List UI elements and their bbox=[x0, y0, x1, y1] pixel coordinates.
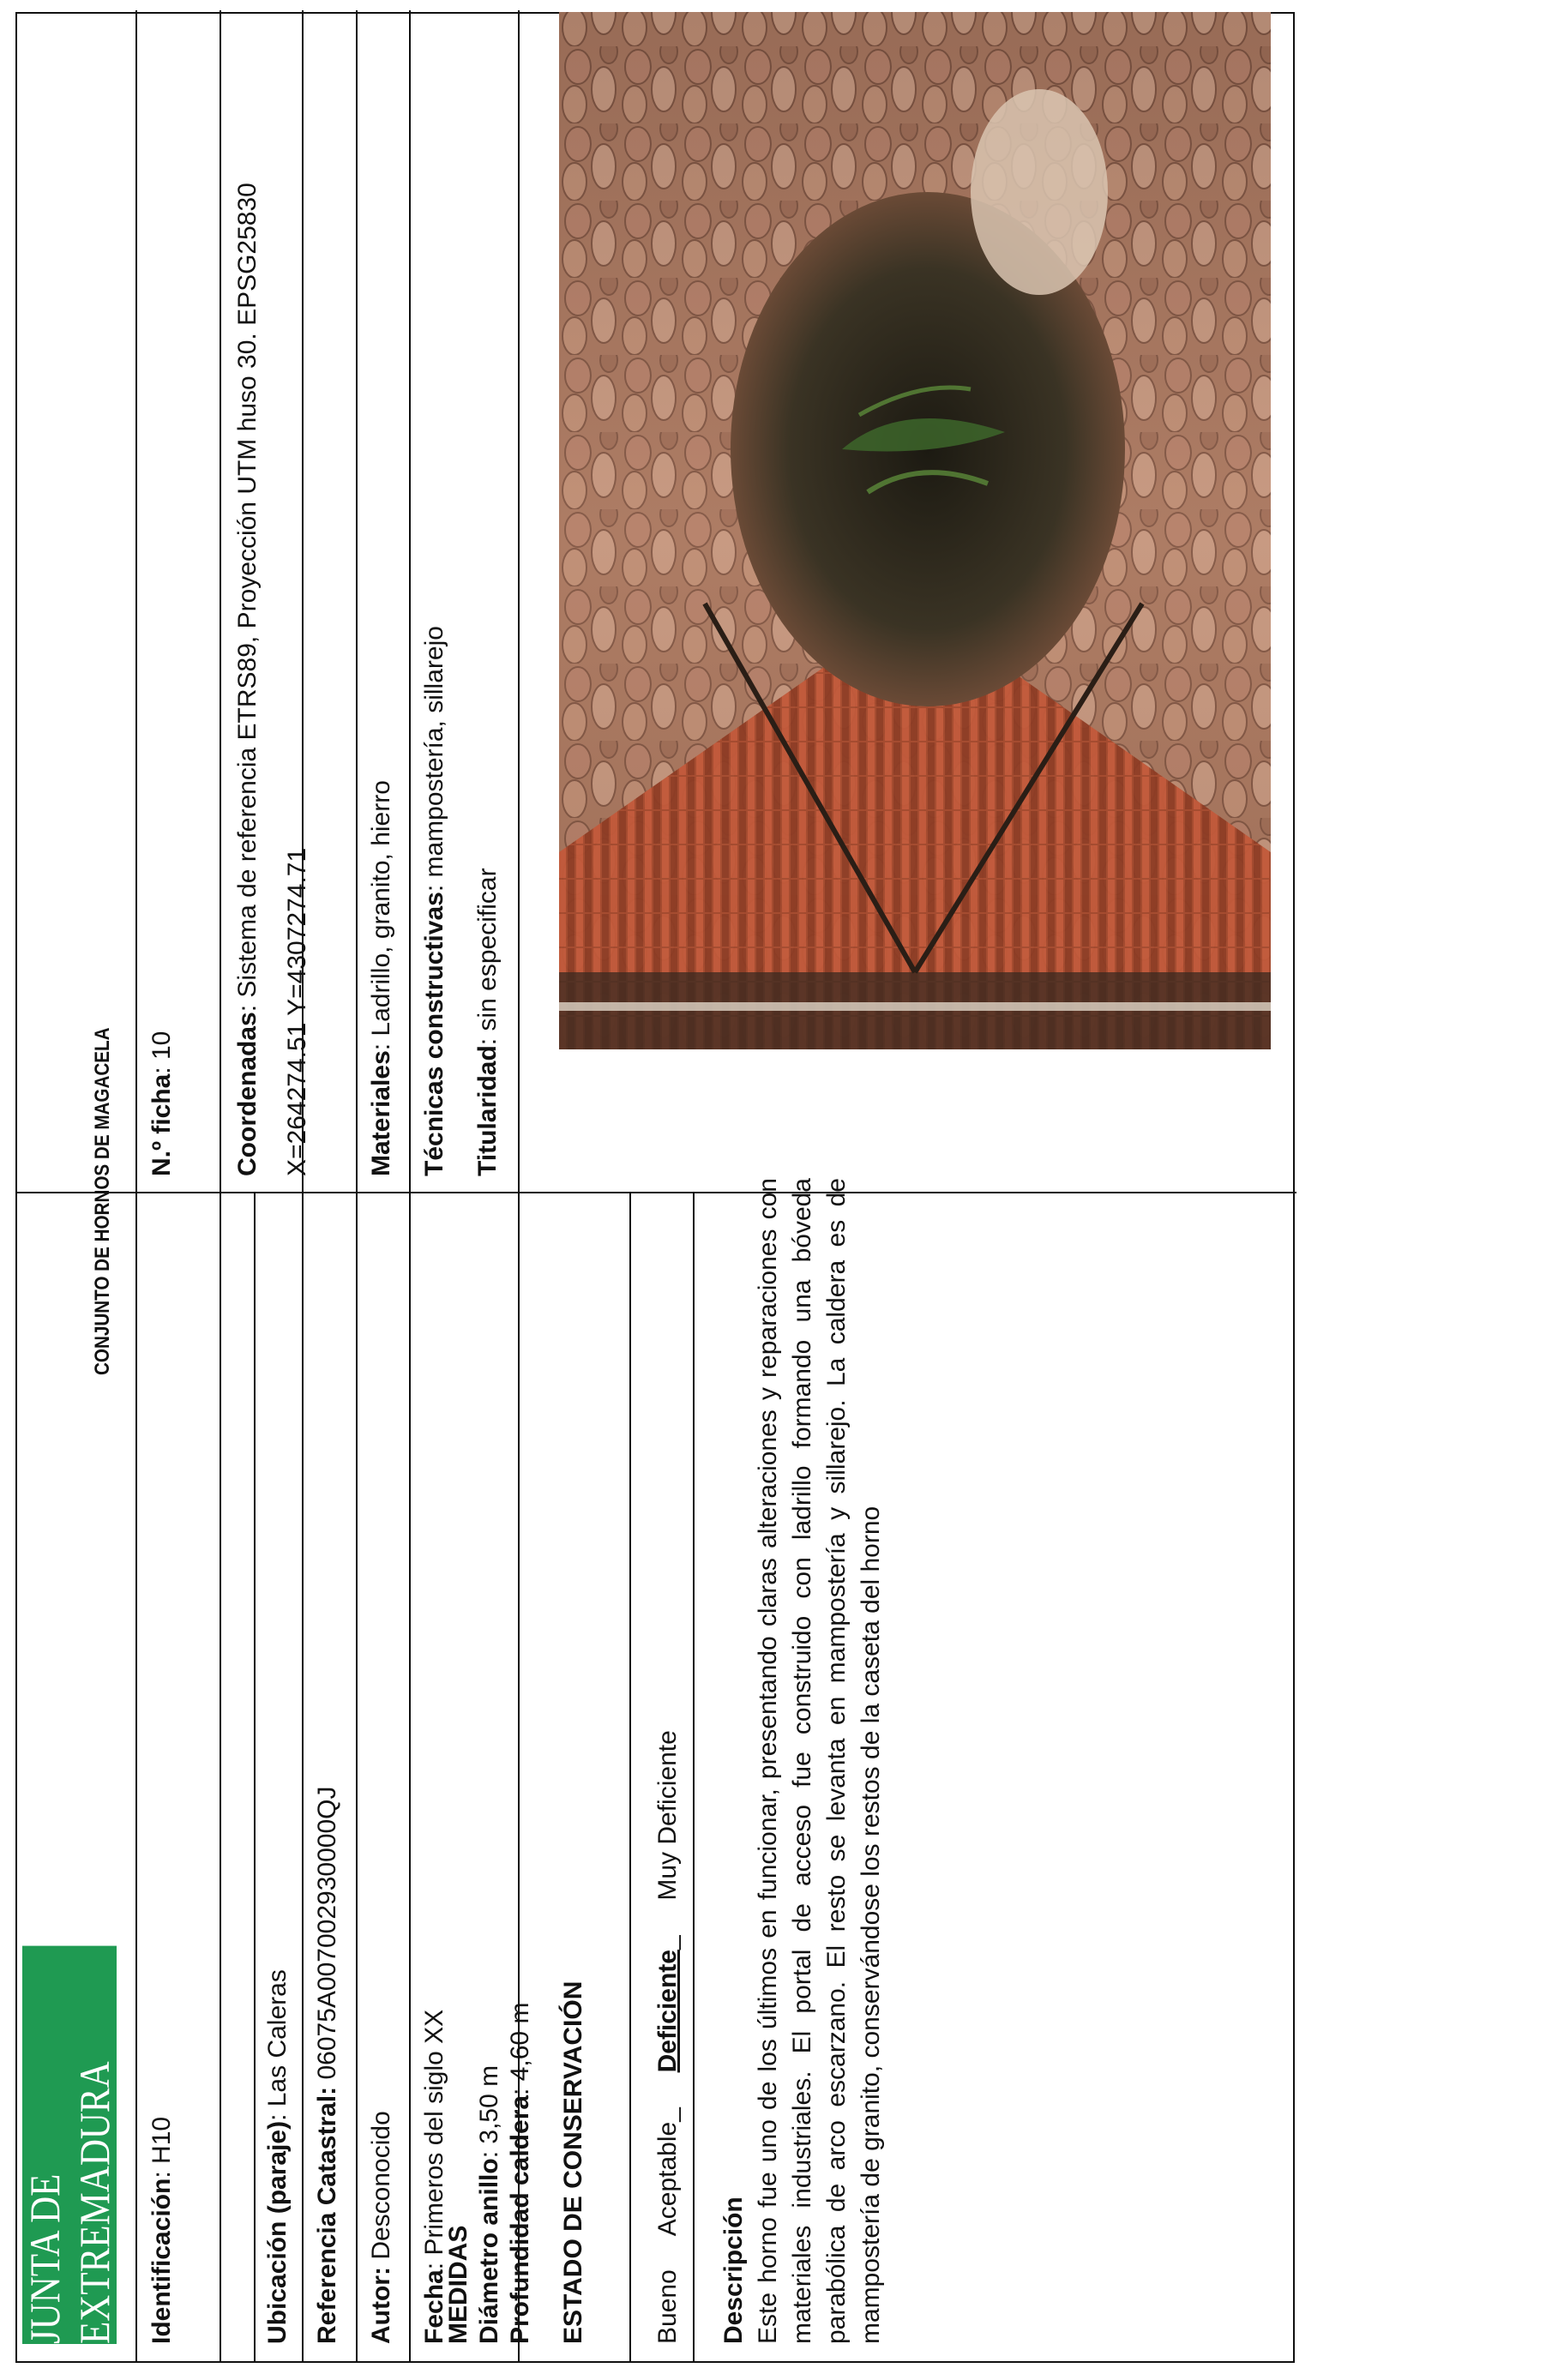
field-value: : H10 bbox=[147, 2116, 176, 2179]
descripcion-block bbox=[717, 1178, 888, 2344]
coordenadas-xy: X=264274.51 Y=4307274.71 bbox=[283, 847, 311, 1176]
descripcion-heading: Descripción bbox=[719, 2197, 748, 2344]
row-divider bbox=[629, 1193, 631, 2361]
row-divider bbox=[254, 1193, 256, 2361]
field-value: : Primeros del siglo XX bbox=[420, 2009, 448, 2270]
medidas-heading: MEDIDAS bbox=[444, 2225, 472, 2344]
field-value: 06075A007002930000QJ bbox=[313, 1786, 341, 2087]
tecnicas-field bbox=[418, 626, 451, 1176]
field-label: Diámetro anillo bbox=[475, 2158, 503, 2344]
kiln-interior-photo bbox=[559, 12, 1271, 1049]
field-value: : Ladrillo, granito, hierro bbox=[367, 780, 395, 1051]
field-label: Titularidad bbox=[473, 1045, 502, 1176]
materiales-field bbox=[365, 780, 398, 1176]
ubicacion-field bbox=[262, 1969, 294, 2344]
estado-separator: _ bbox=[653, 1935, 682, 1950]
row-divider bbox=[220, 1193, 221, 2361]
row-divider bbox=[409, 10, 411, 1193]
medidas-block bbox=[443, 2003, 536, 2344]
field-label: Autor: bbox=[367, 2267, 395, 2344]
row-divider bbox=[693, 1193, 695, 2361]
field-label: Técnicas constructivas bbox=[420, 892, 448, 1176]
field-value: : mampostería, sillarejo bbox=[420, 626, 448, 892]
kiln-photo-drawing bbox=[559, 12, 1271, 1049]
profundidad-field bbox=[505, 2003, 536, 2344]
row-divider bbox=[518, 10, 520, 1193]
field-value: : 10 bbox=[147, 1031, 176, 1074]
coordenadas-field bbox=[135, 183, 314, 1176]
estado-option-deficiente: Deficiente bbox=[653, 1950, 682, 2073]
field-label: Materiales bbox=[367, 1050, 395, 1176]
field-value: : 3,50 m bbox=[475, 2064, 503, 2159]
junta-logo: JUNTA DE EXTREMADURA bbox=[22, 1946, 117, 2344]
identificacion-field bbox=[146, 2117, 178, 2344]
field-value: : sin especificar bbox=[473, 868, 502, 1046]
titularidad-field bbox=[472, 868, 504, 1176]
descripcion-text: Este horno fue uno de los últimos en funcionar, presentando claras alteraciones y reparaciones con materiales industriales. El portal de acceso fue construido con ladrillo formando una bóveda parabólica de arco escarzano. El resto se levanta en mampostería y sillarejo. La caldera es de mampostería de granito, conservándose los restos de la caseta del horno bbox=[754, 1178, 885, 2344]
autor-field bbox=[365, 2111, 398, 2344]
estado-option-bueno: Bueno bbox=[653, 2269, 682, 2344]
row-divider bbox=[356, 1193, 358, 2361]
field-label: Profundidad caldera bbox=[506, 2095, 534, 2344]
column-divider bbox=[17, 1192, 1296, 1193]
field-label: Ubicación (paraje) bbox=[263, 2120, 292, 2344]
field-label: N.º ficha bbox=[147, 1073, 176, 1176]
field-value: : 4,60 m bbox=[506, 2002, 534, 2095]
record-table bbox=[15, 12, 1295, 2363]
field-label: Identificación bbox=[147, 2178, 176, 2344]
row-divider bbox=[356, 10, 358, 1193]
diametro-field bbox=[474, 2003, 505, 2344]
row-divider bbox=[302, 1193, 304, 2361]
estado-options bbox=[652, 1730, 684, 2344]
field-value: : Sistema de referencia ETRS89, Proyección UTM huso 30. EPSG25830 bbox=[233, 183, 262, 1013]
field-label: Referencia Catastral: bbox=[313, 2086, 341, 2344]
field-value: Desconocido bbox=[367, 2111, 395, 2268]
field-label: Fecha bbox=[420, 2269, 448, 2344]
page-title: CONJUNTO DE HORNOS DE MAGACELA bbox=[91, 1027, 114, 1375]
row-divider bbox=[409, 1193, 411, 2361]
estado-option-muy-deficiente: Muy Deficiente bbox=[653, 1730, 682, 1901]
field-label: Coordenadas bbox=[233, 1012, 262, 1176]
estado-option-aceptable: Aceptable_ bbox=[653, 2107, 682, 2237]
estado-heading: ESTADO DE CONSERVACIÓN bbox=[559, 1980, 587, 2344]
field-value: : Las Caleras bbox=[263, 1969, 292, 2121]
referencia-catastral-field bbox=[311, 1787, 344, 2344]
